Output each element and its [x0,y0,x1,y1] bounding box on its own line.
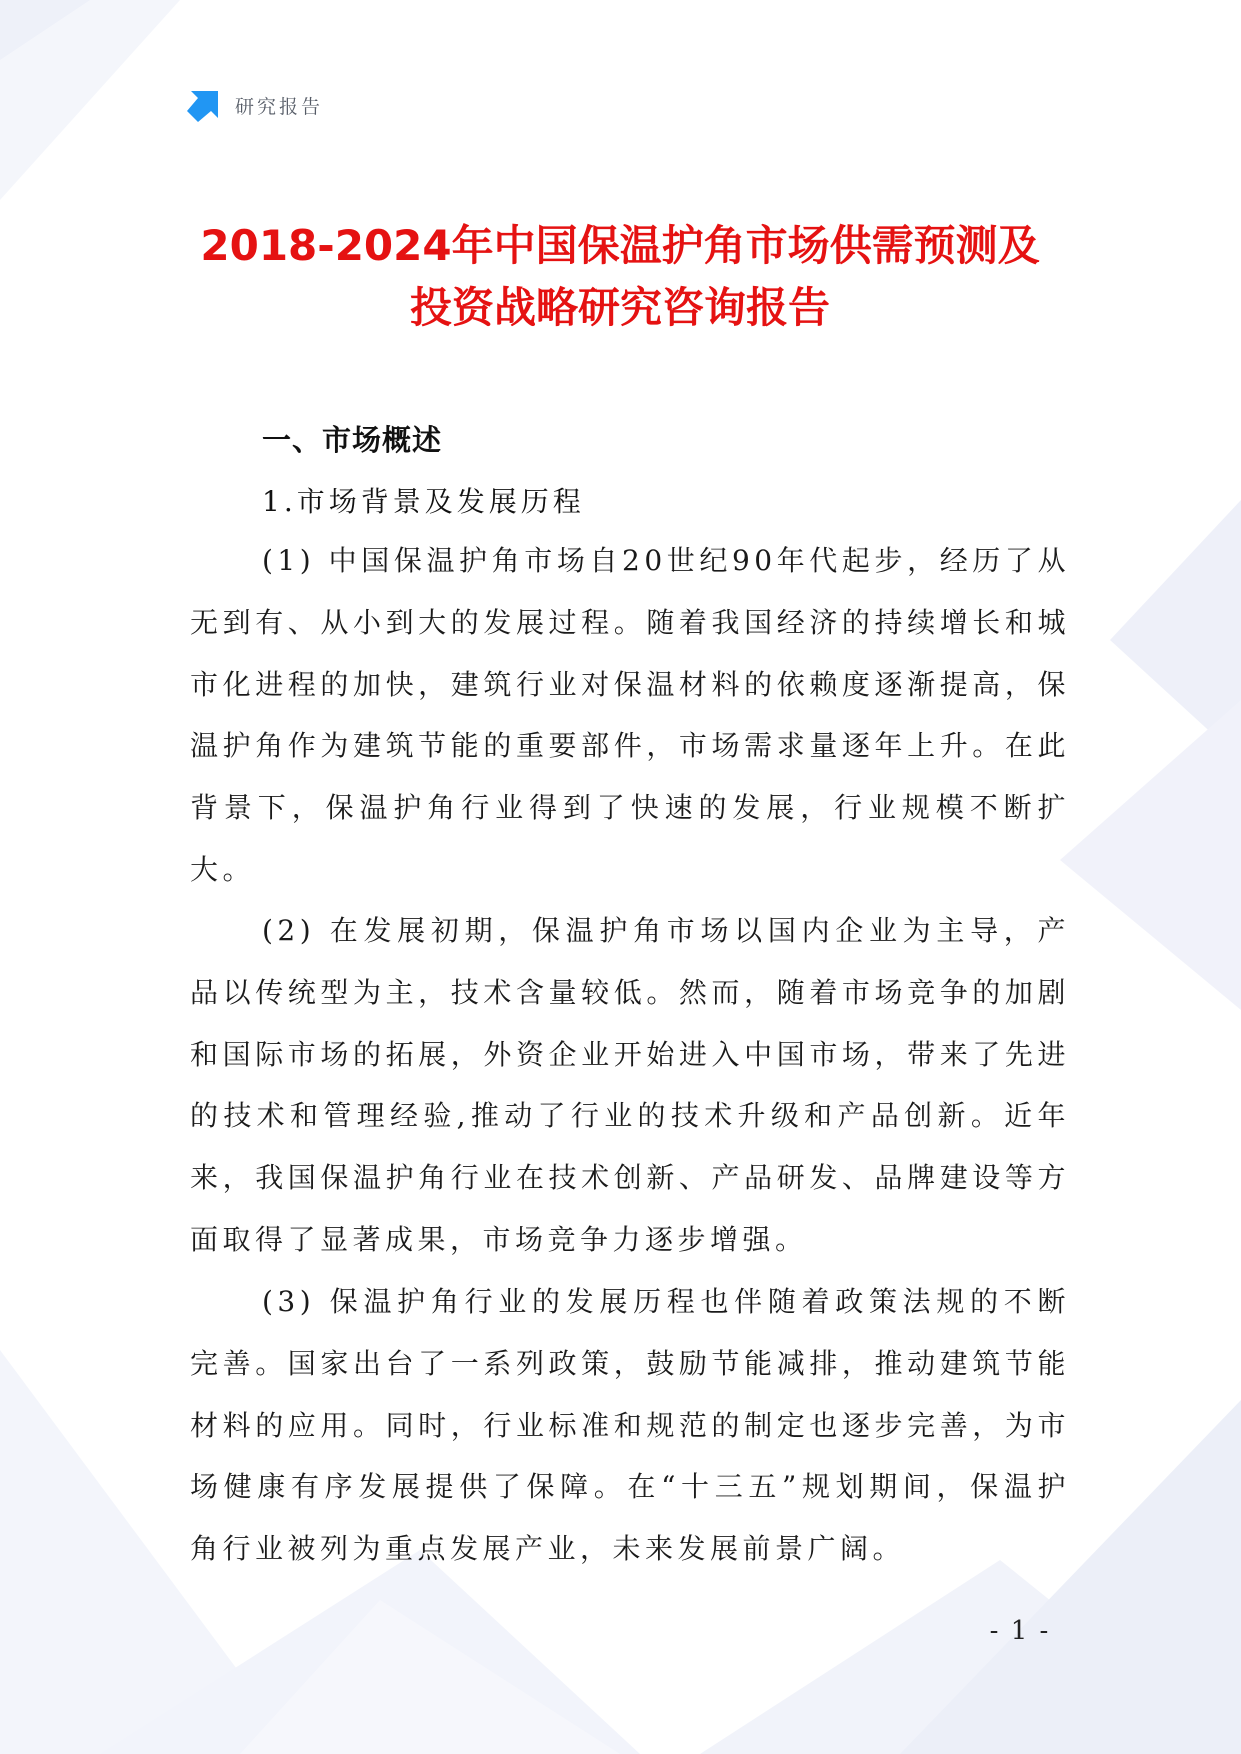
report-title [150,215,1090,339]
subsection-heading: 1.市场背景及发展历程 [262,485,585,518]
report-header [187,88,323,122]
title-line-1: 2018-2024年中国保温护角市场供需预测及 [200,221,1040,270]
section-heading: 一、市场概述 [262,423,443,457]
title-line-2: 投资战略研究咨询报告 [409,283,830,332]
arrow-up-right-icon [187,88,221,122]
paragraph-1: (1) 中国保温护角市场自20世纪90年代起步，经历了从无到有、从小到大的发展过程。随着我国经济的持续增长和城市化进程的加快，建筑行业对保温材料的依赖度逐渐提高，保温护角作为建筑节能的重要部件，市场需求量逐年上升。在此背景下，保温护角行业得到了快速的发展，行业规模不断扩大。 [190,544,1070,886]
paragraph-3: (3) 保温护角行业的发展历程也伴随着政策法规的不断完善。国家出台了一系列政策，鼓励节能减排，推动建筑节能材料的应用。同时，行业标准和规范的制定也逐步完善，为市场健康有序发展提供了保障。在“十三五”规划期间，保温护角行业被列为重点发展产业，未来发展前景广阔。 [190,1285,1070,1566]
paragraph-2: (2) 在发展初期，保温护角市场以国内企业为主导，产品以传统型为主，技术含量较低。然而，随着市场竞争的加剧和国际市场的拓展，外资企业开始进入中国市场，带来了先进的技术和管理经验,推动了行业的技术升级和产品创新。近年来，我国保温护角行业在技术创新、产品研发、品牌建设等方面取得了显著成果，市场竞争力逐步增强。 [190,914,1070,1256]
page-number: - 1 - [989,1616,1051,1646]
header-label: 研究报告 [235,95,324,118]
